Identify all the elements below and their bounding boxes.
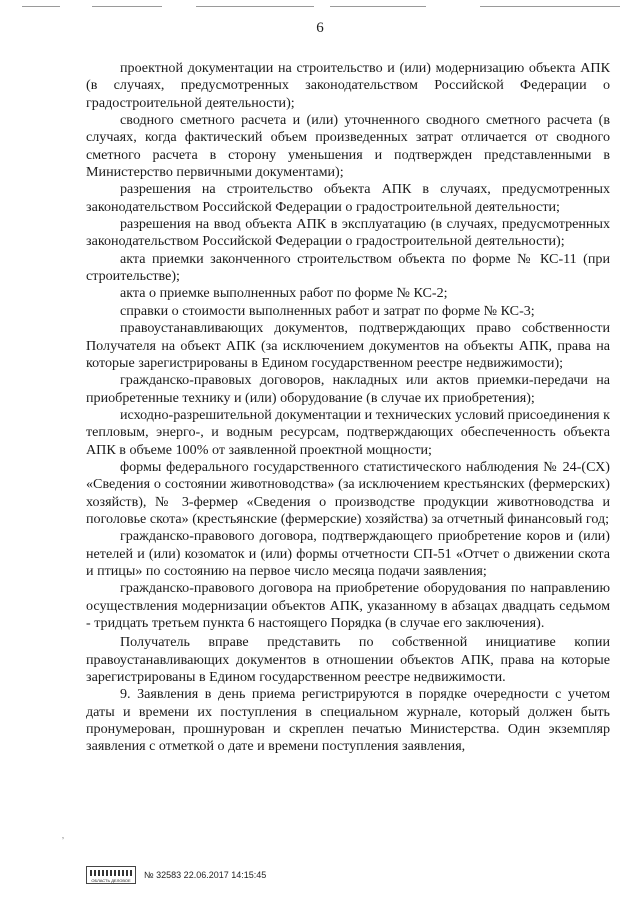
scan-artifact-line [480,6,620,7]
registration-footer [86,866,266,884]
paragraph: гражданско-правовых договоров, накладных или актов приемки-передачи на приобретенные технику и (или) оборудование (в случае их приобретения); [86,372,610,406]
paragraph: сводного сметного расчета и (или) уточненного сводного сметного расчета (в случаях, когда фактический объем произведенных затрат отличается от сводного сметного расчета в сторону уменьшения и подтвержден представленными в Министерство первичными документами); [86,112,610,181]
paragraph: гражданско-правового договора на приобретение оборудования по направлению осуществления модернизации объектов АПК, указанному в абзацах двадцать седьмом - тридцать третьем пункта 6 настоящего Порядка (в случае его заключения). [86,580,610,631]
stamp-caption: ОБЛАСТЬ ДЕЛОВОЕ [91,878,131,883]
paragraph: акта о приемке выполненных работ по форме № КС-2; [120,285,448,302]
paragraph: 9. Заявления в день приема регистрируются в порядке очередности с учетом даты и времени их поступления в специальном журнале, который должен быть пронумерован, прошнурован и скреплен печатью Министерства. Один экземпляр заявления с отметкой о дате и времени поступления заявления, [86,686,610,755]
document-body [86,60,610,756]
scan-artifact-line [196,6,314,7]
paragraph: разрешения на ввод объекта АПК в эксплуатацию (в случаях, предусмотренных законодательством Российской Федерации о градостроительной деятельности); [86,216,610,250]
margin-mark: ʼ [62,836,64,846]
page-number: 6 [316,20,324,36]
scan-artifact-line [22,6,60,7]
paragraph: Получатель вправе представить по собственной инициативе копии правоустанавливающих документов в отношении объектов АПК, права на которые зарегистрированы в Едином государственном реестре недвижимости. [86,634,610,686]
paragraph: проектной документации на строительство и (или) модернизацию объекта АПК (в случаях, предусмотренных законодательством Российской Федерации о градостроительной деятельности); [86,60,610,111]
paragraph: разрешения на строительство объекта АПК в случаях, предусмотренных законодательством Российской Федерации о градостроительной деятельности; [86,181,610,215]
stamp-barcode [90,870,132,876]
registry-stamp-icon [86,866,136,884]
document-registration-id: № 32583 22.06.2017 14:15:45 [144,870,267,880]
paragraph: правоустанавливающих документов, подтверждающих право собственности Получателя на объект АПК (за исключением документов на объекты АПК, права на которые зарегистрированы в Едином государственном реестре недвижимости); [86,320,610,371]
paragraph: исходно-разрешительной документации и технических условий присоединения к тепловым, энерго-, и водным ресурсам, подтверждающих обеспеченность объекта АПК в объеме 100% от заявленной проектной мощности; [86,406,610,458]
paragraph: формы федерального государственного статистического наблюдения № 24-(СХ) «Сведения о состоянии животноводства» (за исключением крестьянских (фермерских) хозяйств), № 3-фермер «Сведения о производстве продукции животноводства и поголовье скота» (крестьянские (фермерские) хозяйства) за отчетный финансовый год; [86,458,610,527]
paragraph: акта приемки законченного строительством объекта по форме № КС-11 (при строительстве); [86,250,610,285]
scan-artifact-line [330,6,426,7]
paragraph: справки о стоимости выполненных работ и затрат по форме № КС-3; [120,302,535,319]
scan-artifact-line [92,6,162,7]
paragraph: гражданско-правового договора, подтверждающего приобретение коров и (или) нетелей и (или) козоматок и (или) формы отчетности СП-51 «Отчет о движении скота и птицы» по состоянию на первое число месяца подачи заявления; [86,528,610,579]
